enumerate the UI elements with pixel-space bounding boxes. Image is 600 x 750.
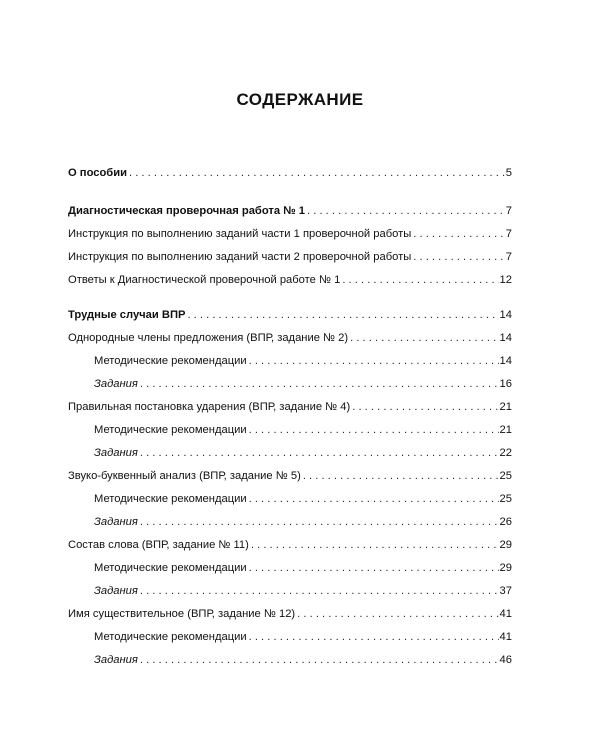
toc-entry-label: Методические рекомендации bbox=[94, 493, 247, 505]
toc-leader-dots bbox=[140, 374, 499, 394]
toc-leader-dots bbox=[413, 224, 504, 244]
toc-entry-label: Методические рекомендации bbox=[94, 424, 247, 436]
toc-entry-label: Задания bbox=[94, 378, 138, 390]
toc-entry-page: 7 bbox=[505, 228, 512, 240]
toc-entry-instruction-part2[interactable] bbox=[68, 247, 512, 267]
toc-entry-noun[interactable] bbox=[68, 604, 512, 624]
toc-entry-page: 29 bbox=[499, 562, 512, 574]
toc-leader-dots bbox=[140, 512, 499, 532]
toc-entry-page: 14 bbox=[499, 355, 512, 367]
toc-entry-label: Методические рекомендации bbox=[94, 631, 247, 643]
toc-entry-homogeneous-members[interactable] bbox=[68, 328, 512, 348]
toc-leader-dots bbox=[307, 201, 505, 221]
toc-entry-about[interactable] bbox=[68, 163, 512, 183]
toc-leader-dots bbox=[129, 163, 505, 183]
toc-entry-label: Диагностическая проверочная работа № 1 bbox=[68, 205, 306, 217]
toc-entry-answers[interactable] bbox=[68, 270, 512, 290]
toc-entry-page: 21 bbox=[499, 401, 512, 413]
toc-subentry-tasks[interactable] bbox=[94, 581, 512, 601]
toc-subentry-tasks[interactable] bbox=[94, 512, 512, 532]
toc-entry-label: Методические рекомендации bbox=[94, 355, 247, 367]
toc-subentry-recommendations[interactable] bbox=[94, 489, 512, 509]
toc-entry-page: 14 bbox=[499, 332, 512, 344]
toc-leader-dots bbox=[140, 443, 499, 463]
toc-entry-page: 22 bbox=[499, 447, 512, 459]
toc-entry-page: 5 bbox=[505, 167, 512, 179]
toc-leader-dots bbox=[249, 558, 499, 578]
toc-entry-label: Задания bbox=[94, 654, 138, 666]
toc-leader-dots bbox=[249, 351, 499, 371]
toc-subentry-tasks[interactable] bbox=[94, 374, 512, 394]
toc-subentry-recommendations[interactable] bbox=[94, 351, 512, 371]
toc-entry-label: Имя существительное (ВПР, задание № 12) bbox=[68, 608, 296, 620]
toc-leader-dots bbox=[342, 270, 498, 290]
toc-entry-page: 14 bbox=[499, 309, 512, 321]
toc-entry-label: Задания bbox=[94, 447, 138, 459]
toc-entry-sound-letter-analysis[interactable] bbox=[68, 466, 512, 486]
toc-entry-label: Ответы к Диагностической проверочной работе № 1 bbox=[68, 274, 341, 286]
toc-entry-page: 26 bbox=[499, 516, 512, 528]
toc-subentry-tasks[interactable] bbox=[94, 650, 512, 670]
toc-entry-diagnostic-work[interactable] bbox=[68, 201, 512, 221]
toc-entry-page: 25 bbox=[499, 470, 512, 482]
toc-entry-label: Инструкция по выполнению заданий части 1 проверочной работы bbox=[68, 228, 412, 240]
toc-subentry-tasks[interactable] bbox=[94, 443, 512, 463]
toc-leader-dots bbox=[187, 305, 498, 325]
toc-entry-label: Задания bbox=[94, 516, 138, 528]
toc-entry-page: 16 bbox=[499, 378, 512, 390]
toc-entry-label: Состав слова (ВПР, задание № 11) bbox=[68, 539, 249, 551]
toc-entry-label: Трудные случаи ВПР bbox=[68, 309, 186, 321]
toc-entry-page: 12 bbox=[499, 274, 512, 286]
toc-entry-page: 21 bbox=[499, 424, 512, 436]
toc-leader-dots bbox=[140, 650, 499, 670]
page-title: СОДЕРЖАНИЕ bbox=[236, 90, 364, 109]
toc-leader-dots bbox=[352, 397, 498, 417]
toc-entry-label: Задания bbox=[94, 585, 138, 597]
toc-entry-page: 29 bbox=[499, 539, 512, 551]
toc-entry-page: 41 bbox=[499, 631, 512, 643]
toc-entry-page: 7 bbox=[505, 205, 512, 217]
toc-entry-label: О пособии bbox=[68, 167, 127, 179]
toc-leader-dots bbox=[249, 627, 499, 647]
toc-entry-hard-cases[interactable] bbox=[68, 305, 512, 325]
toc-subentry-recommendations[interactable] bbox=[94, 420, 512, 440]
toc-leader-dots bbox=[350, 328, 498, 348]
toc-entry-page: 37 bbox=[499, 585, 512, 597]
toc-entry-word-composition[interactable] bbox=[68, 535, 512, 555]
toc-entry-label: Инструкция по выполнению заданий части 2 проверочной работы bbox=[68, 251, 412, 263]
toc-entry-stress-placement[interactable] bbox=[68, 397, 512, 417]
toc-leader-dots bbox=[251, 535, 499, 555]
toc-entry-page: 25 bbox=[499, 493, 512, 505]
toc-leader-dots bbox=[297, 604, 498, 624]
toc-entry-page: 41 bbox=[499, 608, 512, 620]
toc-entry-page: 7 bbox=[505, 251, 512, 263]
toc-entry-label: Правильная постановка ударения (ВПР, задание № 4) bbox=[68, 401, 351, 413]
toc-leader-dots bbox=[140, 581, 499, 601]
toc-entry-instruction-part1[interactable] bbox=[68, 224, 512, 244]
toc-entry-label: Методические рекомендации bbox=[94, 562, 247, 574]
toc-entry-label: Звуко-буквенный анализ (ВПР, задание № 5) bbox=[68, 470, 301, 482]
toc-entry-page: 46 bbox=[499, 654, 512, 666]
toc-leader-dots bbox=[303, 466, 499, 486]
toc-entry-label: Однородные члены предложения (ВПР, задание № 2) bbox=[68, 332, 349, 344]
toc-subentry-recommendations[interactable] bbox=[94, 558, 512, 578]
toc-leader-dots bbox=[413, 247, 504, 267]
toc-leader-dots bbox=[249, 489, 499, 509]
toc-subentry-recommendations[interactable] bbox=[94, 627, 512, 647]
toc-leader-dots bbox=[249, 420, 499, 440]
